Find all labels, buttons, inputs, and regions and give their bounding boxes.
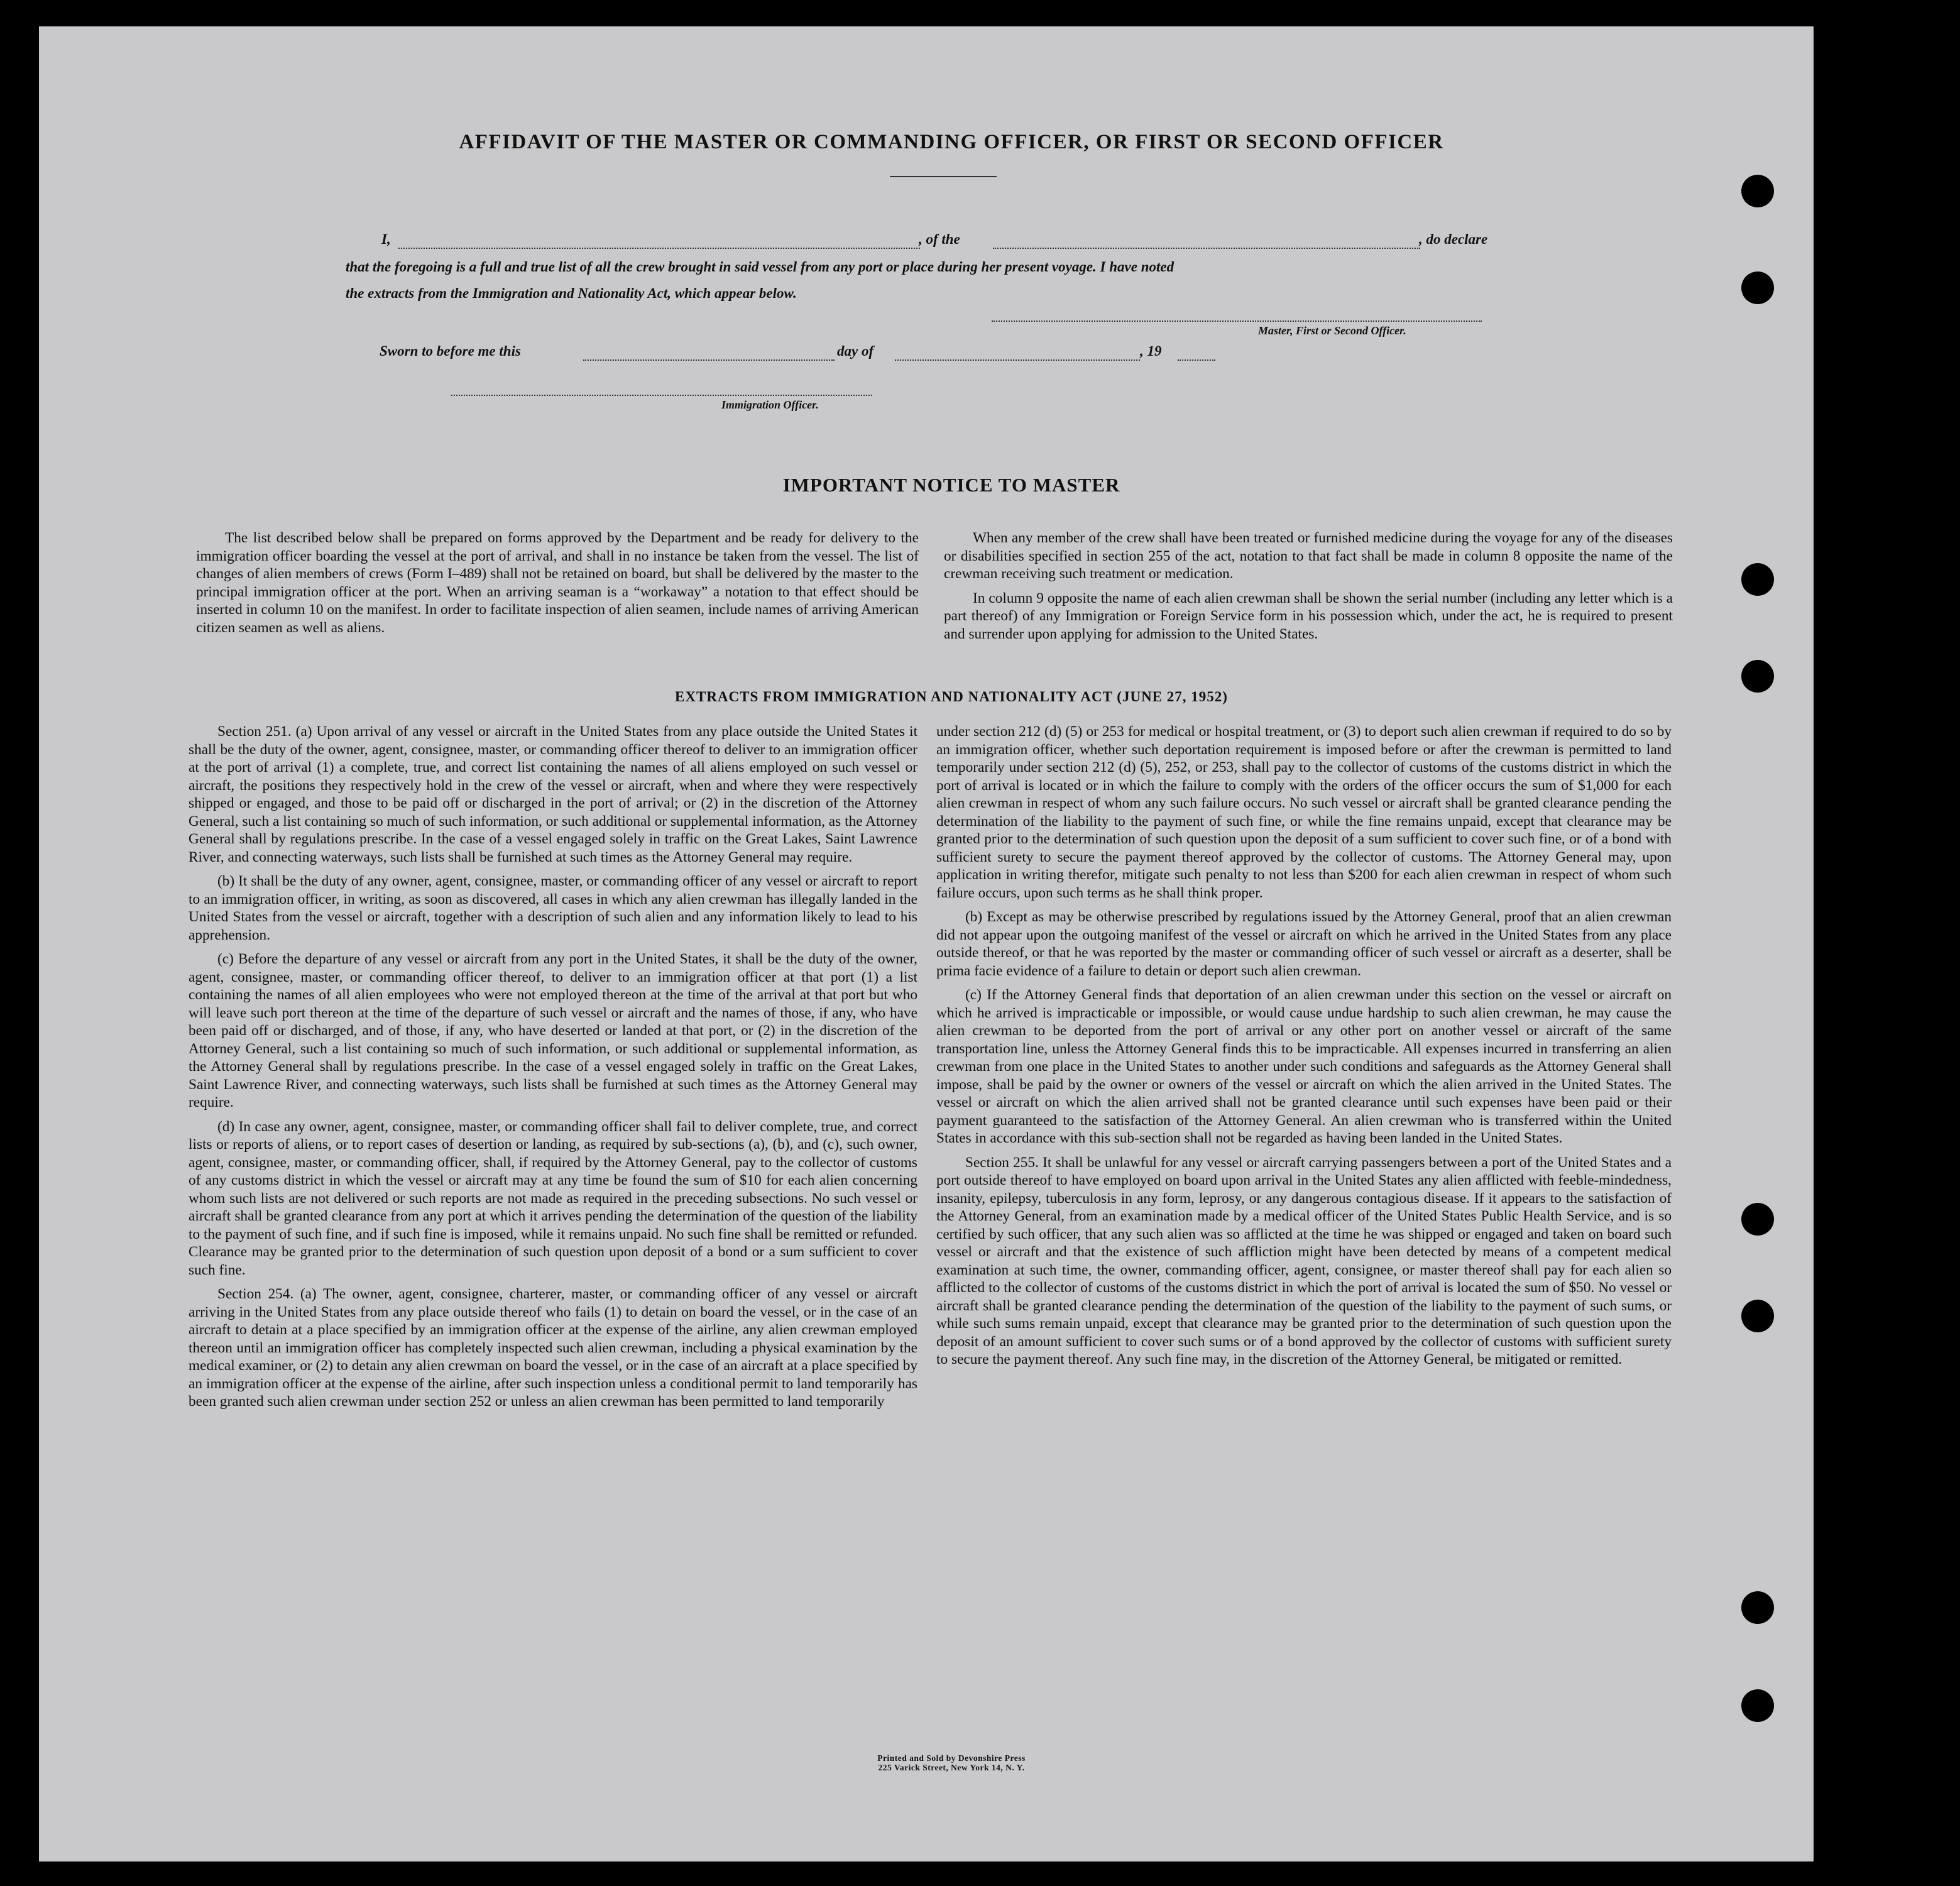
section-254-b: (b) Except as may be otherwise prescribed by regulations issued by the Attorney General, proof that an alien crewman did not appear upon the outgoing manifest of the vessel or aircraft on which he arrived in the United States from any place outside thereof, or that he was reported by the master or commanding officer of such vessel or aircraft as a deserter, shall be prima facie evidence of a failure to detain or deport such alien crewman. [936, 909, 1672, 979]
declaration-line-1: that the foregoing is a full and true list of all the crew brought in said vessel from any port or place during her present voyage. I have noted [346, 259, 1174, 275]
printer-line-2: 225 Varick Street, New York 14, N. Y. [878, 1763, 1025, 1772]
vessel-field[interactable] [993, 248, 1420, 249]
section-251-c: (c) Before the departure of any vessel or aircraft from any port in the United States, it shall be the duty of the owner, agent, consignee, master, or commanding officer thereof, to deliver to an immigration officer at that port (1) a list containing the names of all alien employees who were not employed thereon at the time of the arrival at that port but who will leave such port thereon at the time of the departure of such vessel or aircraft and the names of those, if any, who have been paid off or discharged, and of those, if any, who have deserted or landed at that port, or (2) in the discretion of the Attorney General, such a list containing so much of such information, or such additional or supplemental information, as the Attorney General shall by regulations prescribe. In the case of a vessel engaged solely in traffic on the Great Lakes, Saint Lawrence River, and connecting waterways, such lists shall be furnished at such times as the Attorney General may require. [189, 951, 917, 1110]
declaration-line-2: the extracts from the Immigration and Nationality Act, which appear below. [346, 285, 797, 301]
section-251-a: Section 251. (a) Upon arrival of any vessel or aircraft in the United States from any place outside the United States it shall be the duty of the owner, agent, consignee, master, or commanding officer thereof to deliver to an immigration officer at the port of arrival (1) a complete, true, and correct list containing the names of all aliens employed on such vessel or aircraft, the positions they respectively hold in the crew of the vessel or aircraft, when and where they were respectively shipped or engaged, and those to be paid off or discharged in the port of arrival; or (2) in the discretion of the Attorney General, such a list containing so much of such information, or such additional or supplemental information, as the Attorney General shall by regulations prescribe. In the case of a vessel engaged solely in traffic on the Great Lakes, Saint Lawrence River, and connecting waterways, such lists shall be furnished at such times as the Attorney General may require. [189, 723, 917, 865]
i-label: I, [381, 231, 391, 247]
printer-line-1: Printed and Sold by Devonshire Press [877, 1753, 1026, 1763]
punch-hole-5 [1741, 1203, 1774, 1236]
punch-hole-3 [1741, 563, 1774, 596]
sworn-month-field[interactable] [895, 359, 1140, 361]
sworn-day-field[interactable] [583, 359, 835, 361]
notice-left-column [196, 529, 919, 643]
section-255: Section 255. It shall be unlawful for any vessel or aircraft carrying passengers between a port of the United States and a port outside thereof to have employed on board upon arrival in the United States any alien afflicted with feeble-mindedness, insanity, epilepsy, tuberculosis in any form, leprosy, or any dangerous contagious disease. If it appears to the satisfaction of the Attorney General, from an examination made by a medical officer of the United States Public Health Service, and is so certified by such officer, that any such alien was so afflicted at the time he was shipped or engaged and taken on board such vessel or aircraft and that the existence of such affliction might have been detected by means of a competent medical examination at such time, the owner, commanding officer, agent, consignee, or master thereof shall pay for each alien so afflicted to the collector of customs of the customs district in which the port of arrival is located the sum of $50. No vessel or aircraft shall be granted clearance pending the determination of the question of the liability to the payment of such sums, or while such sums remain unpaid, except that clearance may be granted prior to the determination of such question upon the deposit of an amount sufficient to cover such sums or of a bond approved by the collector of customs with sufficient surety to secure the payment thereof. Any such fine may, in the discretion of the Attorney General, be mitigated or remitted. [936, 1154, 1672, 1368]
section-254-a: Section 254. (a) The owner, agent, consignee, charterer, master, or commanding officer of any vessel or aircraft arriving in the United States from any place outside thereof who fails (1) to detain on board the vessel, or in the case of an aircraft to detain at a place specified by an immigration officer at the expense of the airline, any alien crewman employed thereon until an immigration officer has completely inspected such alien crewman, including a physical examination by the medical examiner, or (2) to detain any alien crewman on board the vessel, or in the case of an aircraft at a place specified by an immigration officer at the expense of the airline, after such inspection unless a conditional permit to land temporarily has been granted such alien crewman under section 252 or unless an alien crewman has been permitted to land temporarily [189, 1286, 917, 1410]
name-field[interactable] [398, 248, 920, 249]
sworn-label: Sworn to before me this [380, 343, 521, 359]
punch-hole-8 [1741, 1689, 1774, 1722]
punch-hole-2 [1741, 271, 1774, 304]
form-page [39, 26, 1814, 1861]
section-251-d: (d) In case any owner, agent, consignee, master, or commanding officer shall fail to deliver complete, true, and correct lists or reports of aliens, or to report cases of desertion or landing, as required by sub-sections (a), (b), and (c), such owner, agent, consignee, master, or commanding officer, shall, if required by the Attorney General, pay to the collector of customs of any customs district in which the vessel or aircraft may at any time be found the sum of $10 for each alien concerning whom such lists are not delivered or such reports are not made as required in the preceding subsections. No such vessel or aircraft shall be granted clearance from any port at which it arrives pending the determination of the question of the liability to the payment of such fine, and if such fine is imposed, while it remains unpaid. No such fine shall be remitted or refunded. Clearance may be granted prior to the determination of such question upon deposit of a bond or a sum sufficient to cover such fine. [189, 1118, 917, 1278]
section-254-c: (c) If the Attorney General finds that deportation of an alien crewman under this section on the vessel or aircraft on which he arrived is impracticable or impossible, or would cause undue hardship to such alien crewman, he may cause the alien crewman to be deported from the port of arrival or any other port on another vessel or aircraft of the same transportation line, unless the Attorney General finds this to be impracticable. All expenses incurred in transferring an alien crewman from one place in the United States to another under such conditions and safeguards as the Attorney General shall impose, shall be paid by the owner or owners of the vessel or aircraft on which the alien arrived in the United States. The vessel or aircraft on which the alien arrived shall not be granted clearance until such expenses have been paid or their payment guaranteed to the satisfaction of the Attorney General. An alien crewman who is transferred within the United States in accordance with this sub-section shall not be regarded as having been landed in the United States. [936, 987, 1672, 1146]
punch-hole-7 [1741, 1591, 1774, 1624]
officer-signature-field[interactable] [451, 395, 872, 396]
section-254-a-continued: under section 212 (d) (5) or 253 for medical or hospital treatment, or (3) to deport such alien crewman if required to do so by an immigration officer, whether such deportation requirement is imposed before or after the crewman is permitted to land temporarily under section 212 (d) (5), 252, or 253, shall pay to the collector of customs of the customs district in which the port of arrival is located or in which the failure to comply with the orders of the officer occurs the sum of $1,000 for each alien crewman in respect of whom any such failure occurs. No such vessel or aircraft shall be granted clearance pending the determination of the liability to the payment of such fine, or while the fine remains unpaid, except that clearance may be granted prior to the determination of such question upon the deposit of a sum sufficient to cover such fine, or of a bond with sufficient surety to secure the payment thereof approved by the collector of customs. The Attorney General may, upon application in writing therefor, mitigate such penalty to not less than $200 for each alien crewman in respect of whom such failure occurs, upon such terms as he shall think proper. [936, 723, 1672, 901]
year-prefix: , 19 [1140, 343, 1162, 359]
notice-title: IMPORTANT NOTICE TO MASTER [782, 474, 1120, 496]
notice-right-column [944, 529, 1673, 649]
extracts-right-column [936, 723, 1672, 1375]
punch-hole-4 [1741, 660, 1774, 693]
sworn-year-field[interactable] [1178, 359, 1215, 361]
printer-imprint [39, 1753, 1864, 1772]
extracts-title: EXTRACTS FROM IMMIGRATION AND NATIONALITY ACT (JUNE 27, 1952) [675, 689, 1228, 705]
notice-right-paragraph-1: When any member of the crew shall have been treated or furnished medicine during the voyage for any of the diseases or disabilities specified in section 255 of the act, notation to that fact shall be made in column 8 opposite the name of the crewman receiving such treatment or medication. [944, 530, 1673, 582]
master-signature-field[interactable] [992, 321, 1482, 322]
notice-left-paragraph: The list described below shall be prepared on forms approved by the Department and be ready for delivery to the immigration officer boarding the vessel at the port of arrival, and shall in no instance be taken from the vessel. The list of changes of alien members of crews (Form I–489) shall not be retained on board, but shall be delivered by the master to the principal immigration officer at the port. When an arriving seaman is a “workaway” a notation to that effect should be inserted in column 10 on the manifest. In order to facilitate inspection of alien seamen, include names of arriving American citizen seamen as well as aliens. [196, 530, 919, 636]
punch-hole-6 [1741, 1300, 1774, 1332]
officer-signature-caption: Immigration Officer. [721, 398, 819, 411]
day-of-label: day of [837, 343, 874, 359]
notice-right-paragraph-2: In column 9 opposite the name of each alien crewman shall be shown the serial number (including any letter which is a part thereof) of any Immigration or Foreign Service form in his possession which, under the act, he is required to present and surrender upon applying for admission to the United States. [944, 589, 1673, 642]
extracts-left-column [189, 723, 917, 1417]
affidavit-title: AFFIDAVIT OF THE MASTER OR COMMANDING OFFICER, OR FIRST OR SECOND OFFICER [459, 131, 1444, 153]
section-251-b: (b) It shall be the duty of any owner, agent, consignee, master, or commanding officer of any vessel or aircraft to report to an immigration officer, in writing, as soon as discovered, all cases in which any alien crewman has illegally landed in the United States from the vessel or aircraft, together with a description of such alien and any information likely to lead to his apprehension. [189, 873, 917, 943]
master-signature-caption: Master, First or Second Officer. [1258, 324, 1406, 337]
do-declare-label: , do declare [1419, 231, 1488, 247]
of-the-label: , of the [919, 231, 960, 247]
title-rule [890, 176, 997, 177]
punch-hole-1 [1741, 175, 1774, 207]
